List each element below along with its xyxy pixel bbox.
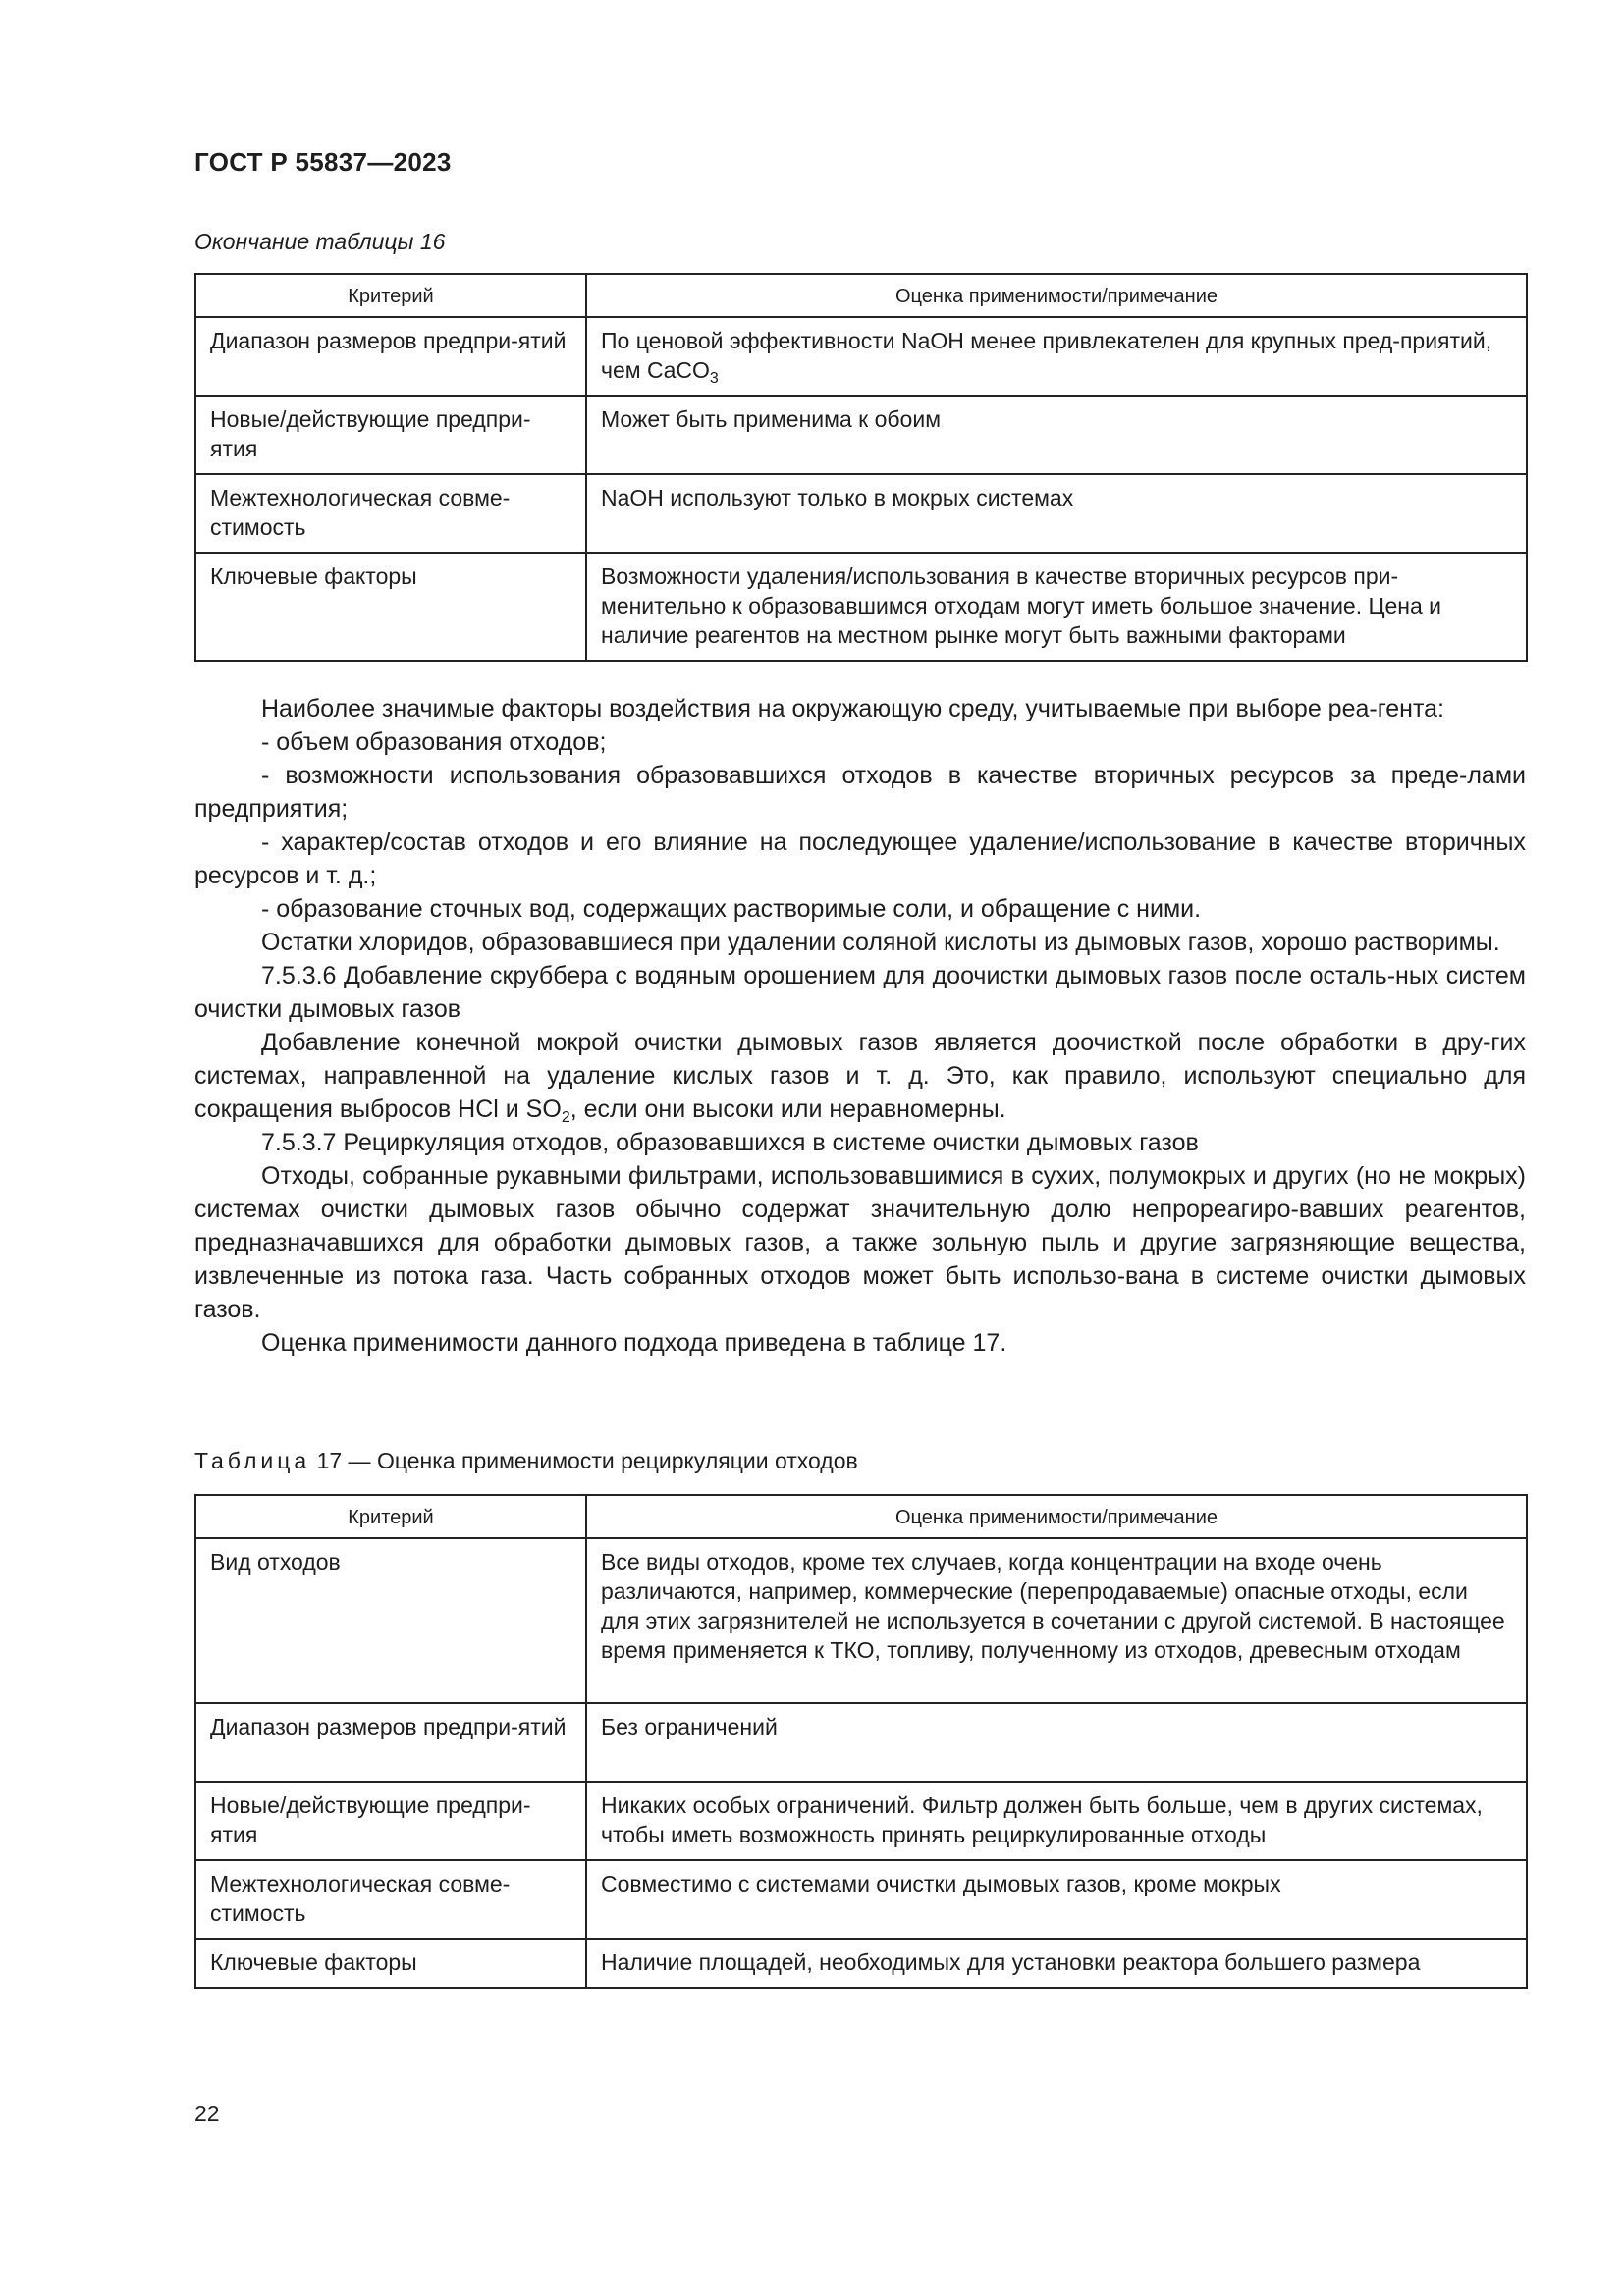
criterion-cell: Межтехнологическая совме-стимость xyxy=(195,474,586,553)
table-label: Таблица xyxy=(194,1448,311,1473)
list-item: - образование сточных вод, содержащих растворимые соли, и обращение с ними. xyxy=(261,895,1202,923)
column-header-criterion: Критерий xyxy=(195,274,586,317)
assessment-text: По ценовой эффективности NaOH менее привлекателен для крупных пред-приятий, чем CaCO xyxy=(601,328,1492,383)
paragraph-text-end: , если они высоки или неравномерны. xyxy=(569,1095,1006,1123)
criterion-cell: Ключевые факторы xyxy=(195,1939,586,1988)
column-header-assessment: Оценка применимости/примечание xyxy=(586,274,1527,317)
table-row xyxy=(195,317,1527,396)
paragraph-text: Добавление конечной мокрой очистки дымовых газов является доочисткой после обработки в дру-гих системах, направленной на удаление кислых газов и т. д. Это, как правило, используют специально для сокращения выбросов HCl и SO xyxy=(194,1029,1526,1123)
criterion-cell: Ключевые факторы xyxy=(195,553,586,661)
assessment-cell xyxy=(586,317,1527,396)
table-row xyxy=(195,1860,1527,1939)
column-header-assessment: Оценка применимости/примечание xyxy=(586,1495,1527,1538)
paragraph: Оценка применимости данного подхода приведена в таблице 17. xyxy=(261,1329,1007,1357)
table17-caption xyxy=(194,1448,858,1474)
table-row xyxy=(195,1782,1527,1860)
assessment-cell: Без ограничений xyxy=(586,1703,1527,1782)
table-row xyxy=(195,1538,1527,1703)
table-17 xyxy=(194,1494,1528,1989)
section-heading: 7.5.3.6 Добавление скруббера с водяным орошением для доочистки дымовых газов после осталь-ных систем очистки дымовых газов xyxy=(194,962,1526,1023)
assessment-cell: Может быть применима к обоим xyxy=(586,396,1527,474)
criterion-cell: Вид отходов xyxy=(195,1538,586,1703)
table16-caption: Окончание таблицы 16 xyxy=(194,229,446,254)
table-title: 17 — Оценка применимости рециркуляции отходов xyxy=(316,1448,858,1473)
list-item: - объем образования отходов; xyxy=(261,728,607,756)
subscript: 3 xyxy=(709,370,719,387)
assessment-cell: Никаких особых ограничений. Фильтр должен быть больше, чем в других системах, чтобы иметь возможность принять рециркулированные отходы xyxy=(586,1782,1527,1860)
criterion-cell: Диапазон размеров предпри-ятий xyxy=(195,317,586,396)
document-header: ГОСТ Р 55837—2023 xyxy=(194,147,452,177)
criterion-cell: Межтехнологическая совме-стимость xyxy=(195,1860,586,1939)
table-row xyxy=(195,1939,1527,1988)
criterion-cell: Новые/действующие предпри-ятия xyxy=(195,396,586,474)
assessment-cell: NaOH используют только в мокрых системах xyxy=(586,474,1527,553)
list-item: - характер/состав отходов и его влияние на последующее удаление/использование в качестве вторичных ресурсов и т. д.; xyxy=(194,828,1526,889)
subscript: 2 xyxy=(561,1109,570,1126)
table-row xyxy=(195,396,1527,474)
table-16 xyxy=(194,273,1528,662)
paragraph: Отходы, собранные рукавными фильтрами, использовавшимися в сухих, полумокрых и других (но не мокрых) системах очистки дымовых газов обычно содержат значительную долю непрореагиро-вавших реагентов, предназначавшихся для обработки дымовых газов, а также зольную пыль и другие загрязняющие вещества, извлеченные из потока газа. Часть собранных отходов может быть использо-вана в системе очистки дымовых газов. xyxy=(194,1162,1526,1323)
table-row xyxy=(195,553,1527,661)
page-number: 22 xyxy=(194,2101,220,2126)
body-text xyxy=(194,692,1526,1360)
assessment-cell: Совместимо с системами очистки дымовых газов, кроме мокрых xyxy=(586,1860,1527,1939)
paragraph: Остатки хлоридов, образовавшиеся при удалении соляной кислоты из дымовых газов, хорошо растворимы. xyxy=(261,929,1500,956)
paragraph xyxy=(194,1026,1526,1126)
criterion-cell: Новые/действующие предпри-ятия xyxy=(195,1782,586,1860)
paragraph: Наиболее значимые факторы воздействия на окружающую среду, учитываемые при выборе реа-гента: xyxy=(261,695,1445,722)
criterion-cell: Диапазон размеров предпри-ятий xyxy=(195,1703,586,1782)
table-header-row xyxy=(195,1495,1527,1538)
section-heading: 7.5.3.7 Рециркуляция отходов, образовавшихся в системе очистки дымовых газов xyxy=(261,1129,1199,1156)
assessment-cell: Все виды отходов, кроме тех случаев, когда концентрации на входе очень различаются, например, коммерческие (перепродаваемые) опасные отходы, если для этих загрязнителей не используется в сочетании с другой системой. В настоящее время применяется к ТКО, топливу, полученному из отходов, древесным отходам xyxy=(586,1538,1527,1703)
table-header-row xyxy=(195,274,1527,317)
assessment-cell: Наличие площадей, необходимых для установки реактора большего размера xyxy=(586,1939,1527,1988)
table-row xyxy=(195,1703,1527,1782)
list-item: - возможности использования образовавшихся отходов в качестве вторичных ресурсов за преде-лами предприятия; xyxy=(194,762,1526,823)
assessment-cell: Возможности удаления/использования в качестве вторичных ресурсов при-менительно к образовавшимся отходам могут иметь большое значение. Цена и наличие реагентов на местном рынке могут быть важными факторами xyxy=(586,553,1527,661)
table-row xyxy=(195,474,1527,553)
column-header-criterion: Критерий xyxy=(195,1495,586,1538)
